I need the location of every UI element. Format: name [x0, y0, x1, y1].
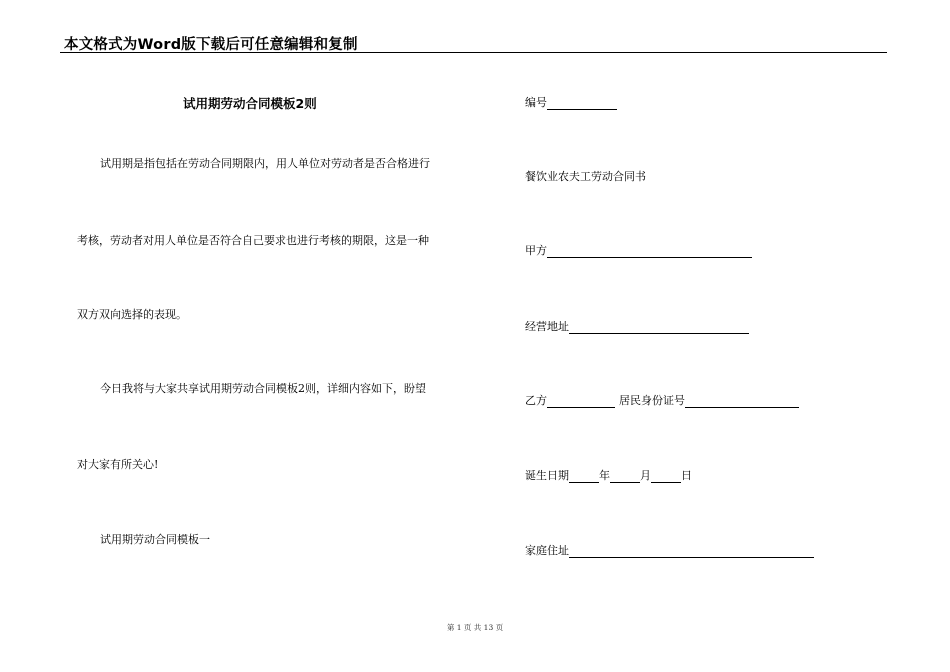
home-address-label: 家庭住址 [525, 544, 569, 557]
party-a-label: 甲方 [525, 244, 547, 257]
paragraph-line: 对大家有所关心! [77, 458, 159, 471]
month-label: 月 [640, 469, 651, 482]
id-number-blank [685, 395, 799, 408]
home-address-blank [569, 545, 814, 558]
document-title: 试用期劳动合同模板2则 [183, 96, 317, 111]
year-label: 年 [599, 469, 610, 482]
birth-date-label: 诞生日期 [525, 469, 569, 482]
id-number-label: 居民身份证号 [619, 394, 685, 407]
business-address-blank [569, 321, 749, 334]
document-banner: 本文格式为Word版下载后可任意编辑和复制 [64, 37, 358, 53]
home-address-row [525, 542, 814, 558]
birth-day-blank [651, 470, 681, 483]
birth-date-row [525, 467, 692, 483]
page-footer: 第 1 页 共 13 页 [446, 623, 504, 632]
day-label: 日 [681, 469, 692, 482]
paragraph-line: 试用期是指包括在劳动合同期限内，用人单位对劳动者是否合格进行 [100, 157, 430, 170]
paragraph-line: 双方双向选择的表现。 [77, 308, 187, 321]
banner-divider [60, 52, 887, 53]
party-b-blank [547, 395, 615, 408]
business-address-row [525, 318, 749, 334]
business-address-label: 经营地址 [525, 320, 569, 333]
paragraph-line: 今日我将与大家共享试用期劳动合同模板2则，详细内容如下，盼望 [100, 382, 426, 395]
party-a-row [525, 242, 752, 258]
party-a-blank [547, 245, 752, 258]
contract-title: 餐饮业农夫工劳动合同书 [525, 170, 646, 183]
party-b-row [525, 392, 799, 408]
birth-year-blank [569, 470, 599, 483]
paragraph-line: 试用期劳动合同模板一 [100, 533, 210, 546]
contract-number-row [525, 94, 617, 110]
birth-month-blank [610, 470, 640, 483]
contract-number-label: 编号 [525, 96, 547, 109]
party-b-label: 乙方 [525, 394, 547, 407]
contract-number-blank [547, 97, 617, 110]
paragraph-line: 考核，劳动者对用人单位是否符合自己要求也进行考核的期限，这是一种 [77, 234, 429, 247]
